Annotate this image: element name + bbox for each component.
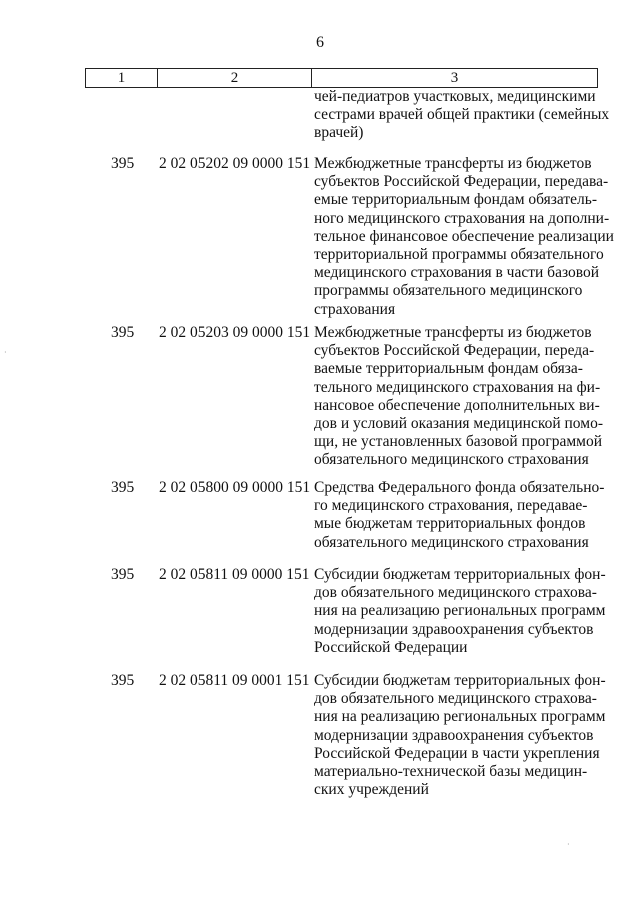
description-line: медицинского страхования в части базовой <box>314 264 599 282</box>
kbk-code: 2 02 05800 09 0000 151 <box>159 479 311 496</box>
description-line: Субсидии бюджетам территориальных фон- <box>314 566 606 583</box>
admin-code: 395 <box>111 672 135 689</box>
description-line: Межбюджетные трансферты из бюджетов <box>314 324 592 341</box>
description-line: страхования <box>314 300 396 318</box>
header-col-1: 1 <box>86 69 158 87</box>
header-col-2: 2 <box>158 69 312 87</box>
admin-code: 395 <box>111 324 135 341</box>
description-line: Средства Федерального фонда обязательно- <box>314 479 605 496</box>
description-line: ния на реализацию региональных программ <box>314 708 606 726</box>
description-line: модернизации здравоохранения субъектов <box>314 726 594 744</box>
description-line: врачей) <box>314 124 364 142</box>
admin-code: 395 <box>111 155 135 172</box>
description-line: материально-технической базы медицин- <box>314 763 588 781</box>
description-line: Межбюджетные трансферты из бюджетов <box>314 155 592 172</box>
kbk-code: 2 02 05202 09 0000 151 <box>159 155 311 172</box>
description-line: программы обязательного медицинского <box>314 282 583 300</box>
description-line: нансовое обеспечение дополнительных ви- <box>314 396 600 414</box>
description-line: ских учреждений <box>314 781 429 799</box>
income-description <box>314 155 614 319</box>
description-line: субъектов Российской Федерации, передава- <box>314 173 609 191</box>
description-line: щи, не установленных базовой программой <box>314 433 603 451</box>
income-description <box>314 324 603 470</box>
description-line: чей-педиатров участковых, медицинскими <box>314 88 596 105</box>
description-line: ваемые территориальным фондам обяза- <box>314 360 583 378</box>
description-line: дов обязательного медицинского страхова- <box>314 690 597 708</box>
description-line: го медицинского страхования, передавае- <box>314 497 588 515</box>
description-line: мые бюджетам территориальных фондов <box>314 515 586 533</box>
description-line: территориальной программы обязательного <box>314 246 604 264</box>
description-line: сестрами врачей общей практики (семейных <box>314 106 610 124</box>
description-line: дов и условий оказания медицинской помо- <box>314 415 603 433</box>
description-line: Российской Федерации в части укрепления <box>314 744 600 762</box>
description-line: обязательного медицинского страхования <box>314 533 589 551</box>
description-line: Российской Федерации <box>314 638 468 656</box>
kbk-code: 2 02 05811 09 0001 151 <box>159 672 310 689</box>
description-line: емые территориальным фондам обязатель- <box>314 191 598 209</box>
header-col-3: 3 <box>450 70 459 86</box>
scan-speck: · <box>567 840 570 849</box>
table-header <box>85 68 598 88</box>
description-line: ного медицинского страхования на дополни- <box>314 209 610 227</box>
description-line: тельное финансовое обеспечение реализации <box>314 227 614 245</box>
kbk-code: 2 02 05811 09 0000 151 <box>159 566 310 583</box>
description-line: ния на реализацию региональных программ <box>314 602 606 620</box>
admin-code: 395 <box>111 566 135 583</box>
admin-code: 395 <box>111 479 135 496</box>
kbk-code: 2 02 05203 09 0000 151 <box>159 324 311 341</box>
page-number: 6 <box>316 34 324 51</box>
description-line: модернизации здравоохранения субъектов <box>314 620 594 638</box>
description-line: субъектов Российской Федерации, переда- <box>314 342 595 360</box>
description-line: обязательного медицинского страхования <box>314 451 589 469</box>
continuation-description <box>314 88 610 143</box>
description-line: Субсидии бюджетам территориальных фон- <box>314 672 606 689</box>
description-line: дов обязательного медицинского страхова- <box>314 584 597 602</box>
description-line: тельного медицинского страхования на фи- <box>314 378 601 396</box>
income-description <box>314 566 606 657</box>
scan-speck: · <box>4 348 7 357</box>
income-description <box>314 672 606 799</box>
income-description <box>314 479 605 552</box>
